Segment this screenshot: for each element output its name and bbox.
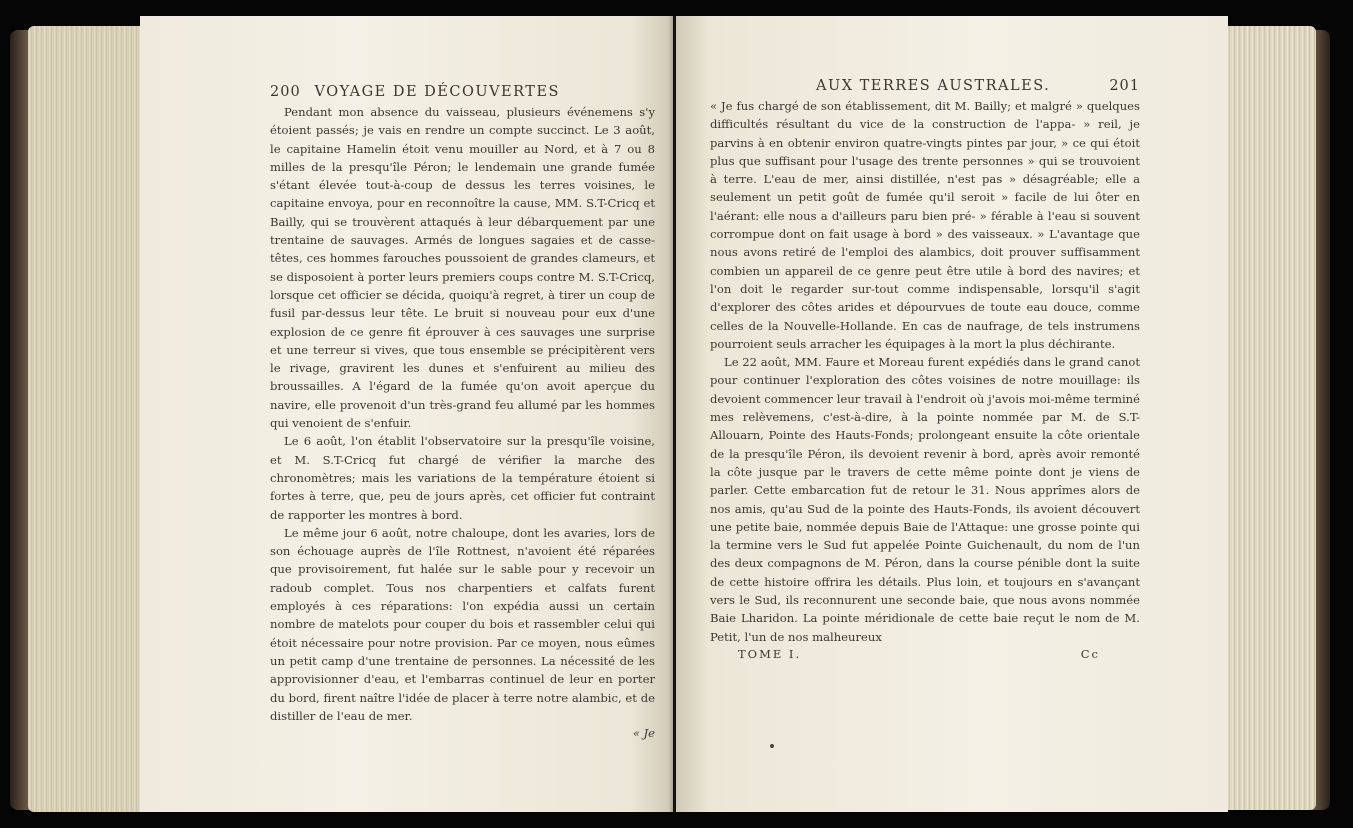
left-paragraph-3: Le même jour 6 août, notre chaloupe, dont les avaries, lors de son échouage auprès de l'île Rottnest, n'avoient été réparées que provisoirement, fut halée sur le sable pour y recevoir un radoub complet. Tous nos charpentiers et calfats furent employés à ces réparations: l'on expédia aussi un certain nombre de matelots pour couper du bois et rassembler celui qui étoit nécessaire pour notre provision. Par ce moyen, nous eûmes un petit camp d'une trentaine de personnes. La nécessité de les approvisionner d'eau, et l'embarras continuel de leur en porter du bord, firent naître l'idée de placer à terre notre alambic, et de distiller de l'eau de mer. [270, 525, 655, 723]
left-paragraph-2: Le 6 août, l'on établit l'observatoire sur la presqu'île voisine, et M. S.T-Cricq fut chargé de vérifier la marche des chronomètres; mais les variations de la température étoient si fortes à terre, que, peu de jours après, cet officier fut contraint de rapporter les montres à bord. [270, 434, 655, 522]
page-edges-left [28, 26, 143, 812]
gathering-signature: Cc [1080, 646, 1100, 661]
left-page-text [270, 103, 655, 725]
right-paragraph-1: « Je fus chargé de son établissement, dit M. Bailly; et malgré » quelques difficultés résultant du vice de la construction de l'appa- » reil, je parvins à en obtenir environ quatre-vingts pintes par jour, » ce qui étoit plus que suffisant pour l'usage des trente personnes » qui se trouvoient à terre. L'eau de mer, ainsi distillée, n'est pas » désagréable; elle a seulement un petit goût de fumée qu'il seroit » facile de lui ôter en l'aérant: elle nous a d'ailleurs paru bien pré- » férable à l'eau si souvent corrompue dont on fait usage à bord » des vaisseaux. » L'avantage que nous avons retiré de l'emploi des alambics, doit prouver suffisamment combien un appareil de ce genre peut être utile à bord des navires; et l'on doit le regarder sur-tout comme indispensable, lorsqu'il s'agit d'explorer des côtes arides et dépourvues de toute eau douce, comme celles de la Nouvelle-Hollande. En cas de naufrage, de tels instrumens pourroient seuls arracher les équipages à la mort la plus déchirante. [710, 99, 1140, 351]
right-page-number: 201 [1109, 78, 1140, 94]
left-page [140, 16, 673, 812]
right-running-head [710, 78, 1140, 94]
left-paragraph-1: Pendant mon absence du vaisseau, plusieurs événemens s'y étoient passés; je vais en rendre un compte succinct. Le 3 août, le capitaine Hamelin étoit venu mouiller au Nord, et à 7 ou 8 milles de la presqu'île Péron; le lendemain une grande fumée s'étant élevée tout-à-coup de dessus les terres voisines, le capitaine envoya, pour en reconnoître la cause, MM. S.T-Cricq et Bailly, qui se trouvèrent attaqués à leur débarquement par une trentaine de sauvages. Armés de longues sagaies et de casse-têtes, ces hommes farouches poussoient de grandes clameurs, et se disposoient à porter leurs premiers coups contre M. S.T-Cricq, lorsque cet officier se décida, quoiqu'à regret, à tirer un coup de fusil par-dessus leur tête. Le bruit si nouveau pour eux d'une explosion de ce genre fit éprouver à ces sauvages une surprise et une terreur si vives, que tous ensemble se précipitèrent vers le rivage, gravirent les dunes et s'enfuirent au milieu des broussailles. A l'égard de la fumée qu'on avoit aperçue du navire, elle provenoit d'un très-grand feu allumé par les hommes qui venoient de s'enfuir. [270, 105, 655, 431]
left-running-title: VOYAGE DE DÉCOUVERTES [314, 84, 560, 100]
volume-signature: TOME I. [738, 646, 802, 661]
right-page [676, 16, 1228, 812]
right-page-text [710, 97, 1140, 646]
left-running-head [270, 84, 655, 100]
ink-speck [770, 744, 774, 748]
right-running-title: AUX TERRES AUSTRALES. [816, 78, 1051, 94]
page-edges-right [1226, 26, 1316, 810]
right-paragraph-2: Le 22 août, MM. Faure et Moreau furent expédiés dans le grand canot pour continuer l'exploration des côtes voisines de notre mouillage: ils devoient commencer leur travail à l'endroit où j'avois moi-même terminé mes relèvemens, c'est-à-dire, à la pointe nommée par M. de S.T-Allouarn, Pointe des Hauts-Fonds; prolongeant ensuite la côte orientale de la presqu'île Péron, ils devoient revenir à bord, après avoir remonté la côte jusque par le travers de cette même pointe dont je viens de parler. Cette embarcation fut de retour le 31. Nous apprîmes alors de nos amis, qu'au Sud de la pointe des Hauts-Fonds, ils avoient découvert une petite baie, nommée depuis Baie de l'Attaque: une grosse pointe qui la termine vers le Sud fut appelée Pointe Guichenault, du nom de l'un des deux compagnons de M. Péron, dans la course pénible dont la suite de cette histoire offrira les détails. Plus loin, et toujours en s'avançant vers le Sud, ils reconnurent une seconde baie, que nous avons nommée Baie Lharidon. La pointe méridionale de cette baie reçut le nom de M. Petit, l'un de nos malheureux [710, 355, 1140, 644]
left-page-number: 200 [270, 84, 301, 100]
left-catchword: « Je [632, 726, 655, 741]
right-page-signature [710, 647, 1140, 661]
